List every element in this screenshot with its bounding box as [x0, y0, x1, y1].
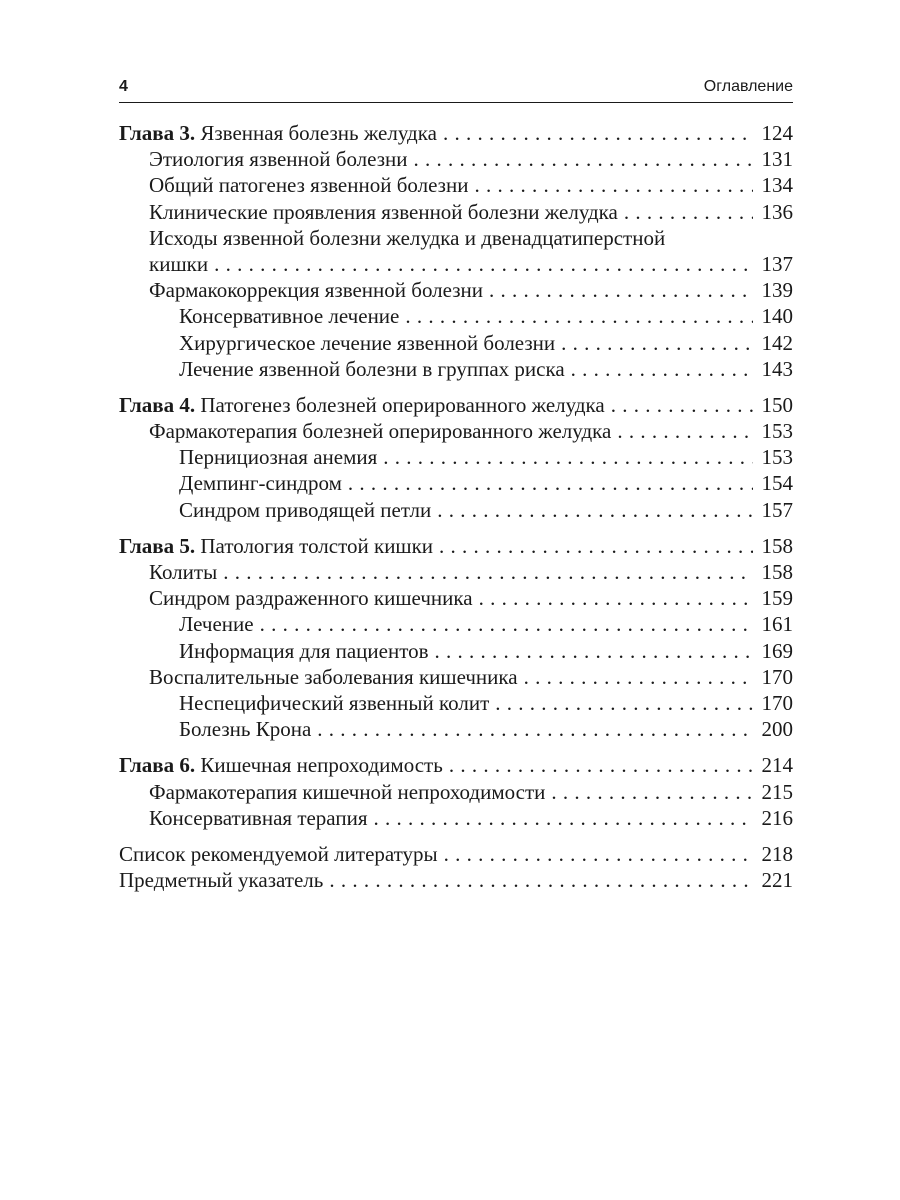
toc-chapter-4[interactable]	[119, 392, 793, 418]
toc-subitem[interactable]	[119, 638, 793, 664]
item-title: Синдром раздраженного кишечника	[149, 586, 473, 611]
page-ref: 161	[761, 612, 793, 637]
toc-subitem[interactable]	[119, 356, 793, 382]
page-ref: 221	[761, 868, 793, 893]
page-number: 4	[119, 78, 128, 95]
toc-item[interactable]	[119, 146, 793, 172]
toc-item[interactable]	[119, 172, 793, 198]
item-title: Фармакокоррекция язвенной болезни	[149, 278, 484, 303]
subitem-title: Синдром приводящей петли	[179, 497, 432, 522]
subitem-title: Лечение язвенной болезни в группах риска	[179, 356, 565, 381]
page-ref: 215	[761, 779, 793, 804]
chapter-spacer	[119, 382, 793, 392]
toc-subitem[interactable]	[119, 303, 793, 329]
dot-leader	[489, 277, 753, 303]
chapter-prefix: Глава 5.	[119, 533, 196, 558]
dot-leader	[474, 172, 753, 198]
toc-chapter-5[interactable]	[119, 533, 793, 559]
page-ref: 140	[761, 304, 793, 329]
page-ref: 139	[761, 278, 793, 303]
toc-item[interactable]	[119, 199, 793, 225]
dot-leader	[317, 716, 753, 742]
dot-leader	[611, 392, 753, 418]
dot-leader	[405, 303, 753, 329]
toc-subject-index[interactable]	[119, 867, 793, 893]
page-ref: 157	[761, 497, 793, 522]
subitem-title: Лечение	[179, 612, 254, 637]
dot-leader	[214, 251, 753, 277]
subitem-title: Информация для пациентов	[179, 638, 429, 663]
toc-item[interactable]	[119, 779, 793, 805]
item-title: Список рекомендуемой литературы	[119, 841, 438, 866]
page-ref: 136	[761, 199, 793, 224]
page-ref: 124	[761, 121, 793, 145]
subitem-title: Хирургическое лечение язвенной болезни	[179, 330, 556, 355]
toc-item-multiline[interactable]	[119, 225, 793, 251]
page-ref: 150	[761, 392, 793, 417]
page-ref: 200	[761, 717, 793, 742]
page-ref: 158	[761, 533, 793, 558]
item-title-line-1: Исходы язвенной болезни желудка и двенадцатиперстной	[149, 225, 666, 250]
toc-subitem[interactable]	[119, 716, 793, 742]
dot-leader	[439, 533, 753, 559]
dot-leader	[444, 841, 753, 867]
page-ref: 142	[761, 330, 793, 355]
toc-item[interactable]	[119, 664, 793, 690]
dot-leader	[329, 867, 753, 893]
toc-subitem[interactable]	[119, 497, 793, 523]
page-ref: 170	[761, 664, 793, 689]
toc-item-continued[interactable]	[119, 251, 793, 277]
toc-subitem[interactable]	[119, 444, 793, 470]
toc-subitem[interactable]	[119, 611, 793, 637]
page-ref: 159	[761, 586, 793, 611]
dot-leader	[571, 356, 753, 382]
dot-leader	[348, 470, 753, 496]
toc-item[interactable]	[119, 418, 793, 444]
page-ref: 154	[761, 471, 793, 496]
dot-leader	[223, 559, 753, 585]
subitem-title: Консервативное лечение	[179, 304, 400, 329]
subitem-title: Неспецифический язвенный колит	[179, 690, 490, 715]
chapter-prefix: Глава 3.	[119, 121, 196, 145]
chapter-title: Патология толстой кишки	[200, 533, 434, 558]
page-ref: 218	[761, 841, 793, 866]
dot-leader	[551, 779, 753, 805]
page-ref: 216	[761, 805, 793, 830]
subitem-title: Демпинг-синдром	[179, 471, 342, 496]
page-ref: 153	[761, 419, 793, 444]
page-ref: 170	[761, 690, 793, 715]
toc-item[interactable]	[119, 805, 793, 831]
page-ref: 143	[761, 356, 793, 381]
dot-leader	[524, 664, 753, 690]
dot-leader	[561, 330, 753, 356]
item-title: Консервативная терапия	[149, 805, 368, 830]
dot-leader	[435, 638, 753, 664]
toc-item[interactable]	[119, 277, 793, 303]
toc-bibliography[interactable]	[119, 841, 793, 867]
table-of-contents	[119, 120, 793, 893]
dot-leader	[624, 199, 753, 225]
dot-leader	[479, 585, 753, 611]
page-ref: 153	[761, 445, 793, 470]
dot-leader	[617, 418, 753, 444]
item-title: Воспалительные заболевания кишечника	[149, 664, 518, 689]
item-title: Предметный указатель	[119, 868, 324, 893]
item-title: Фармакотерапия болезней оперированного желудка	[149, 419, 612, 444]
item-title: Этиология язвенной болезни	[149, 147, 408, 172]
item-title: Клинические проявления язвенной болезни желудка	[149, 199, 618, 224]
chapter-prefix: Глава 4.	[119, 392, 196, 417]
dot-leader	[260, 611, 753, 637]
toc-item[interactable]	[119, 585, 793, 611]
dot-leader	[437, 497, 753, 523]
dot-leader	[443, 120, 753, 146]
chapter-title: Язвенная болезнь желудка	[200, 121, 437, 145]
item-title-line-2: кишки	[149, 251, 209, 276]
dot-leader	[495, 690, 753, 716]
page-ref: 214	[761, 753, 793, 778]
page-ref: 158	[761, 560, 793, 584]
chapter-spacer	[119, 831, 793, 841]
section-title: Оглавление	[703, 78, 793, 95]
dot-leader	[449, 752, 753, 778]
toc-chapter-3[interactable]	[119, 120, 793, 146]
chapter-title: Патогенез болезней оперированного желудка	[200, 392, 605, 417]
subitem-title: Болезнь Крона	[179, 717, 312, 742]
dot-leader	[374, 805, 754, 831]
toc-subitem[interactable]	[119, 690, 793, 716]
page-ref: 169	[761, 638, 793, 663]
page-ref: 131	[761, 147, 793, 172]
item-title: Колиты	[149, 560, 218, 584]
subitem-title: Пернициозная анемия	[179, 445, 378, 470]
chapter-spacer	[119, 742, 793, 752]
running-header	[119, 76, 793, 103]
dot-leader	[383, 444, 753, 470]
chapter-title: Кишечная непроходимость	[200, 753, 443, 778]
chapter-prefix: Глава 6.	[119, 753, 196, 778]
toc-subitem[interactable]	[119, 470, 793, 496]
item-title: Фармакотерапия кишечной непроходимости	[149, 779, 546, 804]
chapter-spacer	[119, 523, 793, 533]
page-ref: 137	[761, 251, 793, 276]
page-ref: 134	[761, 173, 793, 198]
toc-subitem[interactable]	[119, 330, 793, 356]
toc-chapter-6[interactable]	[119, 752, 793, 778]
item-title: Общий патогенез язвенной болезни	[149, 173, 469, 198]
dot-leader	[414, 146, 753, 172]
toc-item[interactable]	[119, 559, 793, 585]
